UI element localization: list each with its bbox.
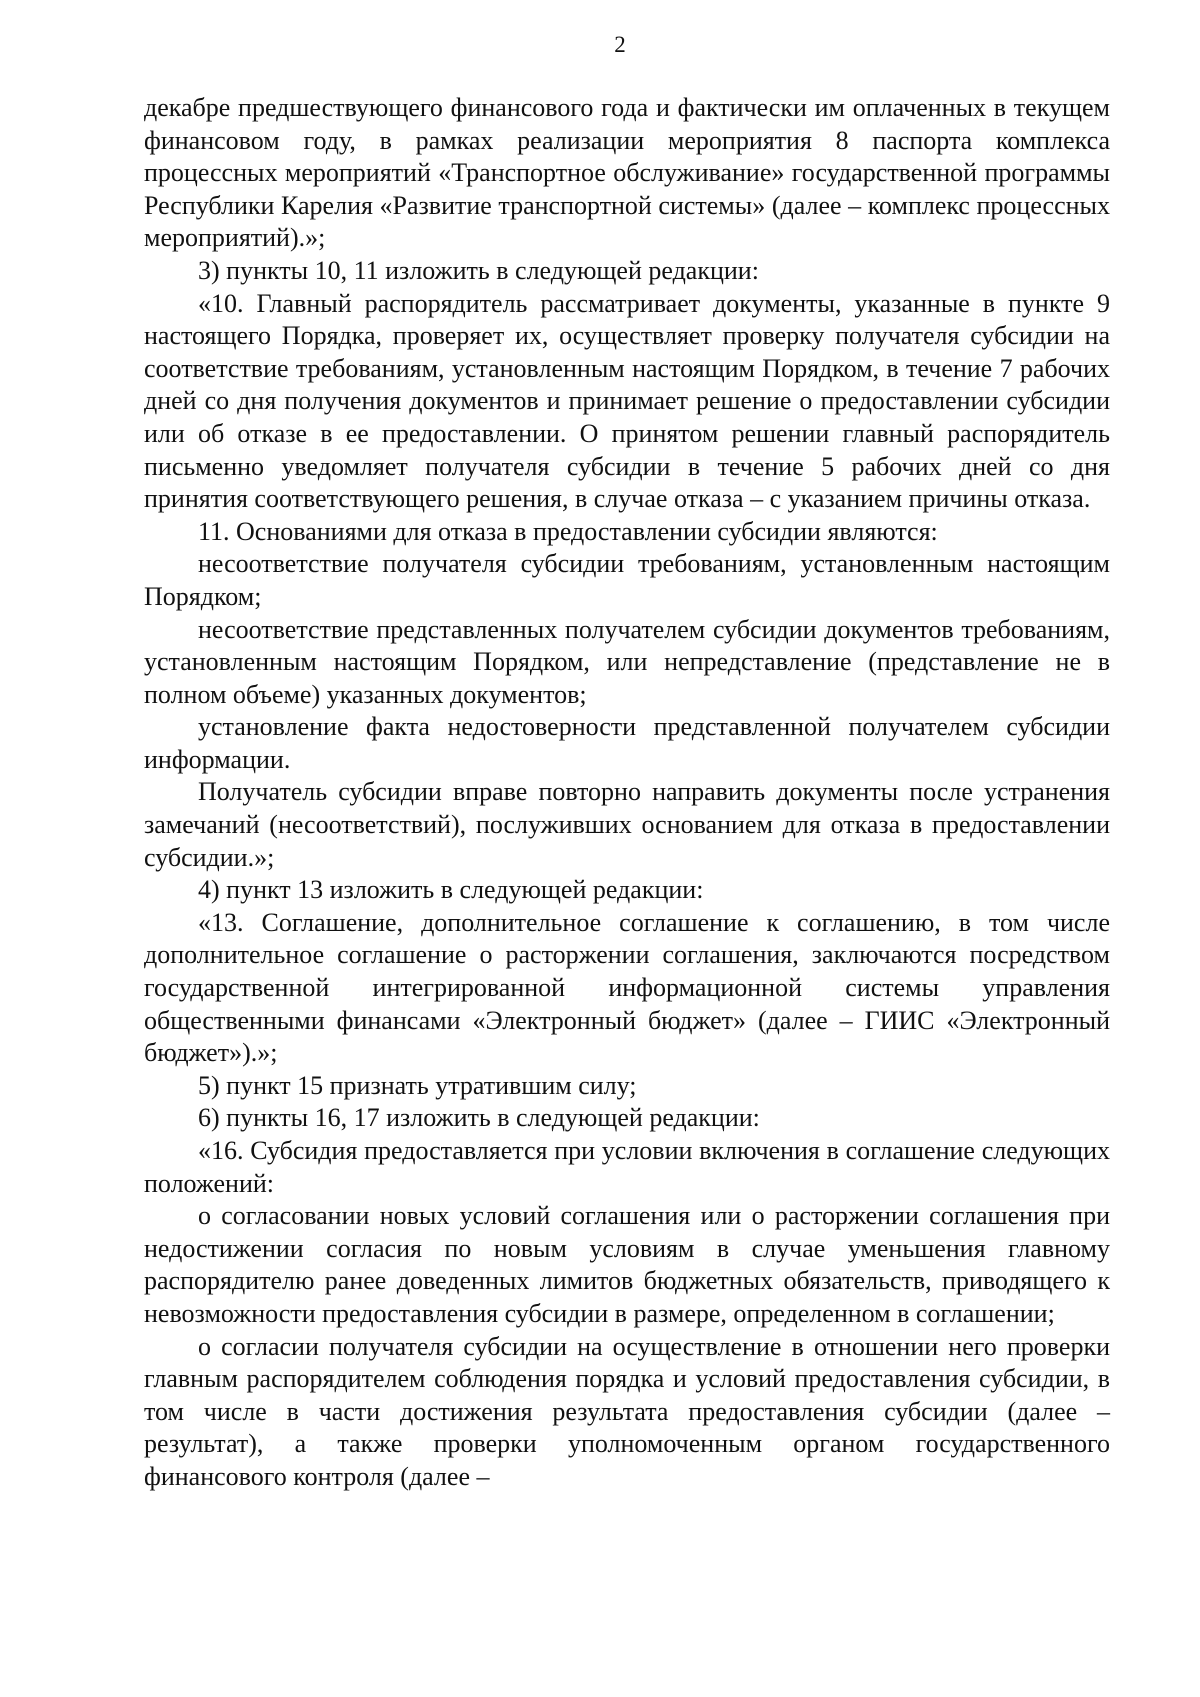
paragraph-continuation: декабре предшествующего финансового года и фактически им оплаченных в текущем финансовом году, в рамках реализации мероприятия 8 паспорта комплекса процессных мероприятий «Транспортное обслуживание» государственной программы Республики Карелия «Развитие транспортной системы» (далее – комплекс процессных мероприятий).»; — [144, 93, 1110, 253]
paragraph-refusal-reason-2: несоответствие представленных получателем субсидии документов требованиям, установленным настоящим Порядком, или непредставление (представление не в полном объеме) указанных документов; — [144, 614, 1110, 709]
paragraph-resubmission: Получатель субсидии вправе повторно направить документы после устранения замечаний (несоответствий), послуживших основанием для отказа в предоставлении субсидии.»; — [144, 777, 1110, 872]
document-body — [144, 92, 1110, 1494]
page-number: 2 — [614, 32, 626, 57]
paragraph-point-13: «13. Соглашение, дополнительное соглашение к соглашению, в том числе дополнительное соглашение о расторжении соглашения, заключаются посредством государственной интегрированной информационной системы управления общественными финансами «Электронный бюджет» (далее – ГИИС «Электронный бюджет»).»; — [144, 907, 1110, 1068]
paragraph-item-4: 4) пункт 13 изложить в следующей редакции: — [198, 875, 704, 905]
paragraph-condition-2: о согласии получателя субсидии на осуществление в отношении него проверки главным распорядителем соблюдения порядка и условий предоставления субсидии, в том числе в части достижения результата предоставления субсидии (далее – результат), а также проверки уполномоченным органом государственного финансового контроля (далее – — [144, 1331, 1110, 1491]
paragraph-point-11: 11. Основаниями для отказа в предоставлении субсидии являются: — [198, 516, 938, 546]
paragraph-item-3: 3) пункты 10, 11 изложить в следующей редакции: — [198, 255, 759, 285]
paragraph-refusal-reason-3: установление факта недостоверности представленной получателем субсидии информации. — [144, 712, 1110, 774]
paragraph-item-5: 5) пункт 15 признать утратившим силу; — [198, 1070, 637, 1100]
paragraph-point-10: «10. Главный распорядитель рассматривает документы, указанные в пункте 9 настоящего Порядка, проверяет их, осуществляет проверку получателя субсидии на соответствие требованиям, установленным настоящим Порядком, в течение 7 рабочих дней со дня получения документов и принимает решение о предоставлении субсидии или об отказе в ее предоставлении. О принятом решении главный распорядитель письменно уведомляет получателя субсидии в течение 5 рабочих дней со дня принятия соответствующего решения, в случае отказа – с указанием причины отказа. — [144, 288, 1110, 514]
paragraph-item-6: 6) пункты 16, 17 изложить в следующей редакции: — [198, 1103, 760, 1133]
paragraph-point-16: «16. Субсидия предоставляется при условии включения в соглашение следующих положений: — [144, 1136, 1110, 1198]
paragraph-condition-1: о согласовании новых условий соглашения или о расторжении соглашения при недостижении согласия по новым условиям в случае уменьшения главному распорядителю ранее доведенных лимитов бюджетных обязательств, приводящего к невозможности предоставления субсидии в размере, определенном в соглашении; — [144, 1201, 1110, 1328]
paragraph-refusal-reason-1: несоответствие получателя субсидии требованиям, установленным настоящим Порядком; — [144, 549, 1110, 611]
